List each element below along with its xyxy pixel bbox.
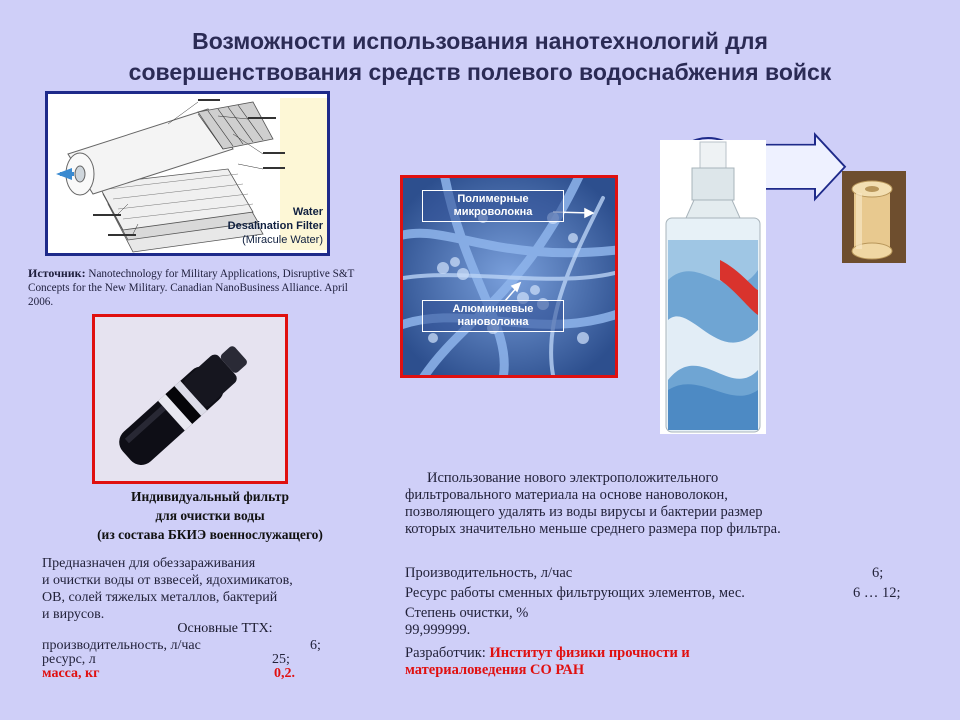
spec-value: 6 … 12; bbox=[853, 585, 901, 601]
main-desc-line-3: позволяющего удалять из воды вирусы и бактерии размер bbox=[405, 504, 763, 520]
spec-row bbox=[405, 565, 925, 582]
desalination-caption bbox=[228, 205, 323, 247]
main-desc-line-1: Использование нового электроположительного bbox=[427, 470, 719, 486]
indiv-desc-line-1: Предназначен для обеззараживания bbox=[42, 556, 256, 571]
desal-caption-line-2: Desalination Filter bbox=[227, 220, 323, 232]
ttx-label: производительность, л/час bbox=[42, 638, 201, 653]
spec-value: 6; bbox=[872, 565, 884, 581]
ttx-value: 25; bbox=[272, 652, 290, 667]
page-title bbox=[30, 26, 930, 88]
desal-caption-line-1: Water bbox=[292, 206, 323, 218]
nano-label1-line-2: микроволокна bbox=[453, 206, 533, 218]
individual-filter-drawing bbox=[95, 317, 285, 481]
developer-name-line-1: Институт физики прочности и bbox=[489, 645, 690, 661]
ttx-value: 0,2. bbox=[274, 666, 295, 681]
spec-row bbox=[405, 585, 925, 602]
main-desc-line-4: которых значительно меньше среднего размера пор фильтра. bbox=[405, 521, 781, 537]
water-bottle-image bbox=[660, 140, 766, 434]
desal-caption-line-3: (Miracule Water) bbox=[242, 234, 323, 246]
spec-value: 99,999999. bbox=[405, 622, 471, 638]
indiv-desc-line-4: и вирусов. bbox=[42, 607, 105, 622]
title-line-1: Возможности использования нанотехнологий для bbox=[192, 28, 768, 54]
nano-label2-line-2: нановолокна bbox=[457, 316, 529, 328]
developer-label: Разработчик: bbox=[405, 645, 486, 661]
source-citation bbox=[28, 266, 368, 309]
spec-label: Ресурс работы сменных фильтрующих элементов, мес. bbox=[405, 585, 745, 601]
ttx-label: масса, кг bbox=[42, 666, 100, 681]
developer-name-line-2: материаловедения СО РАН bbox=[405, 662, 585, 678]
desalination-filter-image bbox=[45, 91, 330, 256]
bottle-drawing bbox=[660, 140, 766, 434]
developer bbox=[405, 645, 925, 679]
polymer-microfibers-label bbox=[422, 190, 564, 222]
ttx-value: 6; bbox=[310, 638, 321, 653]
indiv-desc-line-2: и очистки воды от взвесей, ядохимикатов, bbox=[42, 573, 293, 588]
source-label: Источник: bbox=[28, 266, 86, 280]
spec-label: Производительность, л/час bbox=[405, 565, 573, 581]
main-description bbox=[405, 470, 905, 538]
ttx-label: ресурс, л bbox=[42, 652, 96, 667]
cartridge-drawing bbox=[842, 171, 906, 263]
source-text: Nanotechnology for Military Applications, Disruptive S&T Concepts for the New Military. Canadian NanoBusiness Alliance. April 2006. bbox=[28, 268, 355, 308]
indiv-caption-line-1: Индивидуальный фильтр bbox=[130, 489, 290, 504]
title-line-2: совершенствования средств полевого водоснабжения войск bbox=[128, 59, 832, 85]
individual-filter-caption bbox=[40, 487, 380, 544]
aluminum-nanofibers-label bbox=[422, 300, 564, 332]
spec-label: Степень очистки, % bbox=[405, 605, 529, 621]
nano-label1-line-1: Полимерные bbox=[457, 193, 529, 205]
nano-label2-line-1: Алюминиевые bbox=[452, 303, 534, 315]
main-desc-line-2: фильтровального материала на основе нановолокон, bbox=[405, 487, 728, 503]
indiv-desc-line-3: ОВ, солей тяжелых металлов, бактерий bbox=[42, 590, 278, 605]
spec-row bbox=[405, 622, 925, 639]
individual-filter-image bbox=[92, 314, 288, 484]
filter-cartridge-image bbox=[842, 171, 906, 263]
indiv-caption-line-2: для очистки воды bbox=[155, 508, 265, 523]
ttx-heading: Основные ТТХ: bbox=[177, 621, 273, 636]
indiv-caption-line-3: (из состава БКИЭ военнослужащего) bbox=[97, 527, 323, 542]
spec-row bbox=[405, 605, 925, 622]
individual-filter-description bbox=[42, 555, 372, 623]
nanofiber-micrograph bbox=[400, 175, 618, 378]
